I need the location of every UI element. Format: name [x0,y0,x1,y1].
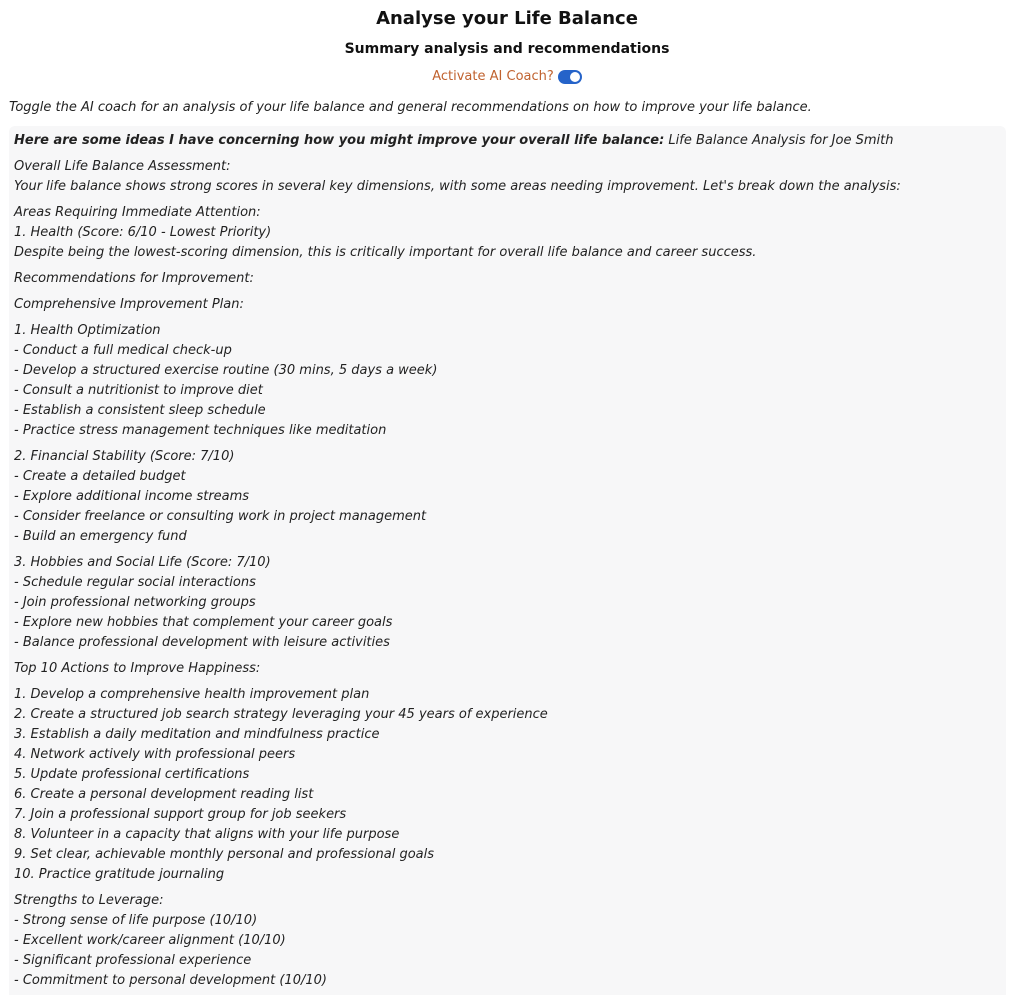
analysis-line: 3. Hobbies and Social Life (Score: 7/10) [14,555,271,570]
analysis-line: - Significant professional experience [14,953,252,968]
coach-hint-text: Toggle the AI coach for an analysis of your life balance and general recommendations on how to improve your life balance. [9,100,812,115]
analysis-line: Areas Requiring Immediate Attention: [14,205,261,220]
analysis-section [14,659,1001,679]
analysis-line: Top 10 Actions to Improve Happiness: [14,661,261,676]
analysis-line: - Schedule regular social interactions [14,575,256,590]
analysis-section [14,891,1001,991]
analysis-line: - Join professional networking groups [14,595,256,610]
analysis-line: Overall Life Balance Assessment: [14,159,231,174]
analysis-intro [14,131,1001,151]
analysis-line: 4. Network actively with professional peers [14,747,296,762]
analysis-section [14,447,1001,547]
analysis-line: 1. Health Optimization [14,323,161,338]
analysis-line: 1. Health (Score: 6/10 - Lowest Priority) [14,225,272,240]
analysis-intro-bold: Here are some ideas I have concerning how you might improve your overall life balance: [14,133,665,148]
analysis-line: - Explore new hobbies that complement your career goals [14,615,393,630]
ai-coach-label: Activate AI Coach? [432,69,554,84]
analysis-line: - Balance professional development with leisure activities [14,635,390,650]
analysis-section [14,269,1001,289]
analysis-line: Strengths to Leverage: [14,893,164,908]
analysis-body [14,157,1001,991]
analysis-line: Despite being the lowest-scoring dimension, this is critically important for overall life balance and career success. [14,245,757,260]
analysis-line: 5. Update professional certifications [14,767,250,782]
page-subtitle: Summary analysis and recommendations [344,41,670,57]
analysis-line: - Commitment to personal development (10/10) [14,973,327,988]
analysis-section [14,553,1001,653]
analysis-line: - Conduct a full medical check-up [14,343,232,358]
analysis-section [14,685,1001,885]
analysis-line: - Build an emergency fund [14,529,187,544]
analysis-section [14,295,1001,315]
analysis-line: 1. Develop a comprehensive health improvement plan [14,687,370,702]
analysis-line: Your life balance shows strong scores in several key dimensions, with some areas needing improvement. Let's break down the analysis: [14,179,901,194]
analysis-line: - Establish a consistent sleep schedule [14,403,266,418]
analysis-intro-title: Life Balance Analysis for Joe Smith [664,133,894,148]
analysis-section [14,203,1001,263]
ai-coach-toggle[interactable] [558,70,582,84]
analysis-line: - Consult a nutritionist to improve diet [14,383,263,398]
analysis-line: Recommendations for Improvement: [14,271,254,286]
analysis-line: 2. Create a structured job search strategy leveraging your 45 years of experience [14,707,548,722]
analysis-panel [9,126,1006,995]
analysis-line: 3. Establish a daily meditation and mindfulness practice [14,727,380,742]
analysis-line: - Strong sense of life purpose (10/10) [14,913,258,928]
analysis-line: 9. Set clear, achievable monthly personal and professional goals [14,847,435,862]
analysis-section [14,321,1001,441]
analysis-line: 8. Volunteer in a capacity that aligns with your life purpose [14,827,400,842]
analysis-section [14,157,1001,197]
analysis-line: - Consider freelance or consulting work in project management [14,509,427,524]
analysis-line: Comprehensive Improvement Plan: [14,297,244,312]
analysis-line: 6. Create a personal development reading list [14,787,314,802]
toggle-knob [570,72,580,82]
analysis-line: - Explore additional income streams [14,489,250,504]
analysis-line: - Practice stress management techniques like meditation [14,423,387,438]
analysis-line: 7. Join a professional support group for job seekers [14,807,347,822]
analysis-line: - Create a detailed budget [14,469,186,484]
ai-coach-row [0,69,1014,84]
analysis-line: - Develop a structured exercise routine (30 mins, 5 days a week) [14,363,438,378]
analysis-line: 10. Practice gratitude journaling [14,867,225,882]
page-title: Analyse your Life Balance [376,8,638,29]
analysis-line: 2. Financial Stability (Score: 7/10) [14,449,235,464]
analysis-line: - Excellent work/career alignment (10/10) [14,933,286,948]
